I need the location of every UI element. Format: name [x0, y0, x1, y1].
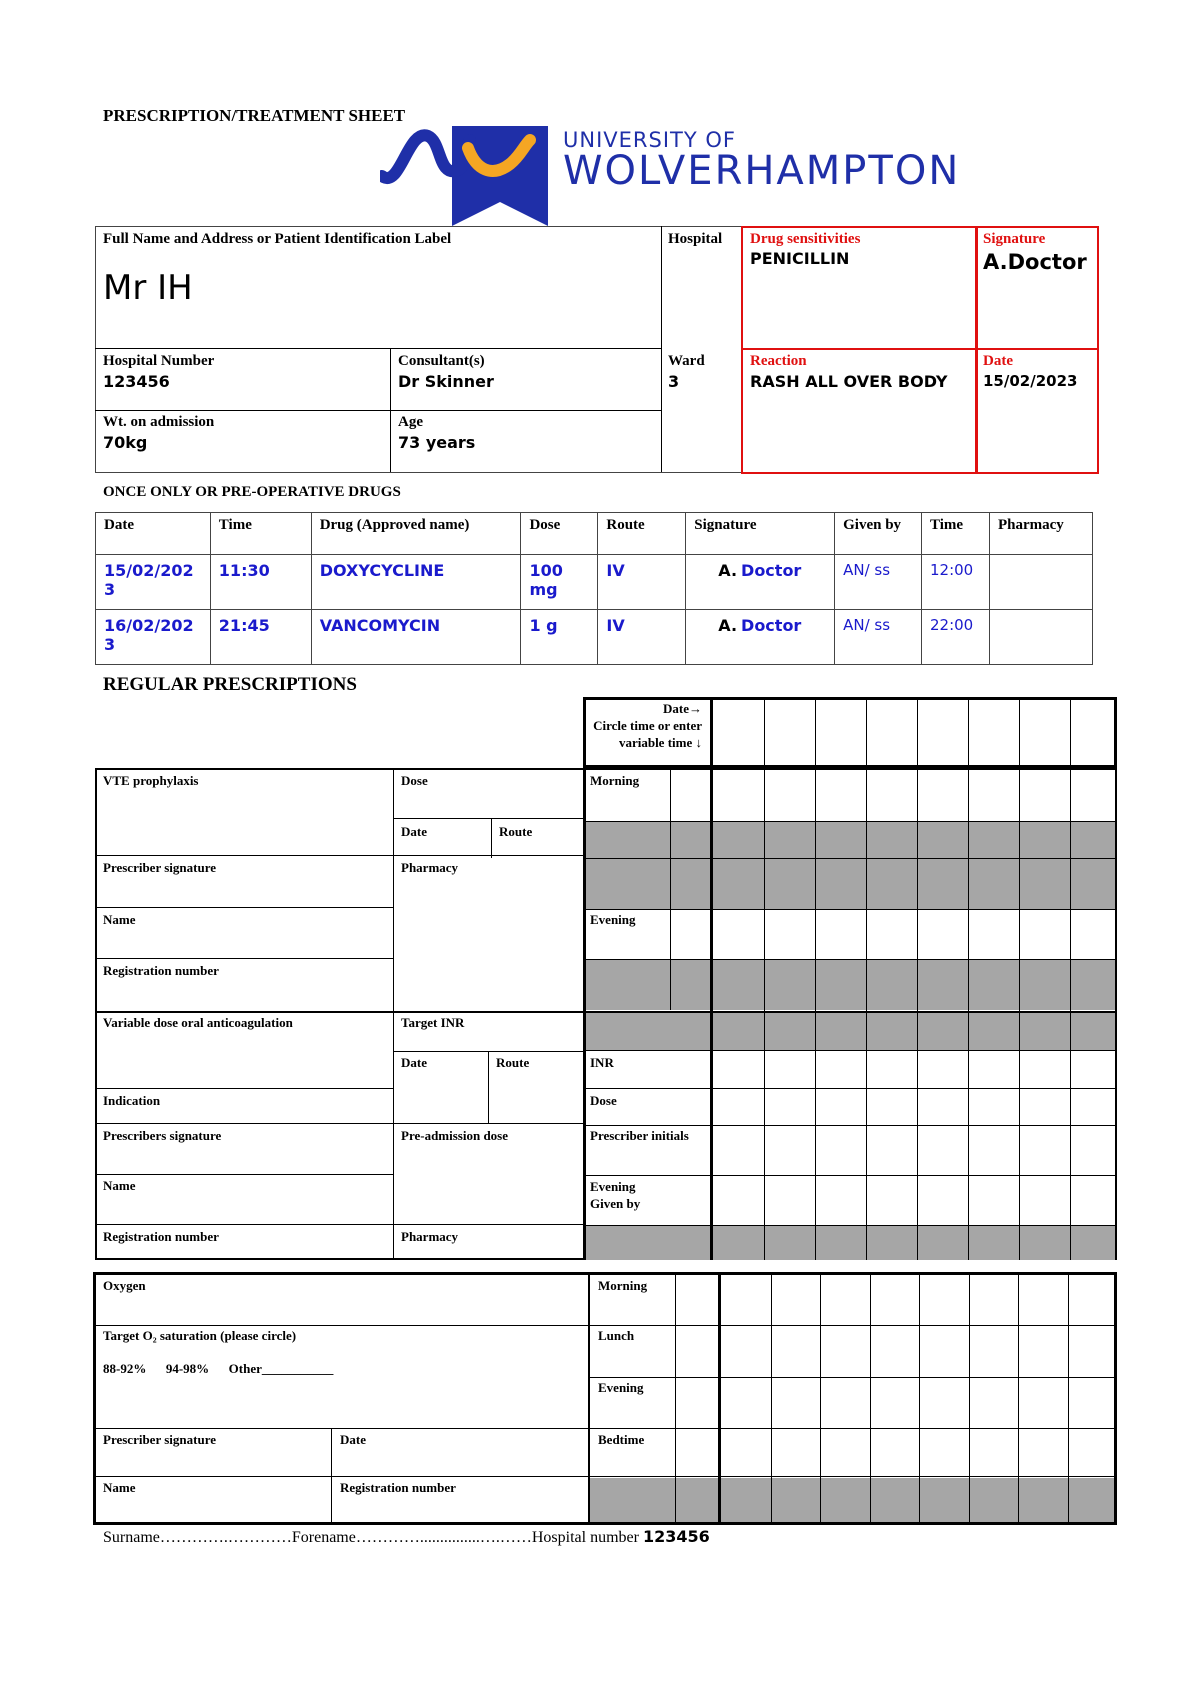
anticoag-name-label: Name	[103, 1178, 136, 1193]
patient-name: Mr IH	[103, 268, 193, 308]
reaction-label: Reaction	[750, 353, 807, 369]
row-given-by: AN/ ss	[835, 610, 922, 665]
consultant-label: Consultant(s)	[398, 353, 485, 369]
drug-sensitivities-label: Drug sensitivities	[750, 231, 861, 247]
once-only-header-row	[96, 513, 1093, 555]
col-given-by: Given by	[835, 513, 922, 555]
university-logo	[380, 118, 580, 226]
table-row	[96, 610, 1093, 665]
oxygen-registration-label: Registration number	[340, 1480, 456, 1495]
row-time: 21:45	[210, 610, 311, 665]
row-time: 11:30	[210, 555, 311, 610]
vte-route-label: Route	[499, 824, 533, 839]
once-only-table	[95, 512, 1093, 665]
indication-label: Indication	[103, 1093, 161, 1108]
row-given-by: AN/ ss	[835, 555, 922, 610]
logo-emblem-icon	[380, 118, 580, 226]
logo-text-top: UNIVERSITY OF	[563, 128, 736, 152]
footer	[103, 1527, 710, 1547]
anticoag-route-label: Route	[496, 1055, 530, 1070]
row-route: IV	[598, 610, 686, 665]
col-route: Route	[598, 513, 686, 555]
oxygen-lunch-label: Lunch	[598, 1328, 635, 1343]
col-time2: Time	[922, 513, 990, 555]
row-signature: A. Doctor	[686, 555, 835, 610]
anticoag-label: Variable dose oral anticoagulation	[103, 1015, 293, 1030]
table-row	[96, 555, 1093, 610]
date-header: Date→ Circle time or enter variable time ↓	[593, 701, 702, 750]
row-drug: VANCOMYCIN	[311, 610, 521, 665]
row-drug: DOXYCYCLINE	[311, 555, 521, 610]
row-time2: 12:00	[922, 555, 990, 610]
sensitivity-date-label: Date	[983, 353, 1013, 369]
col-pharmacy: Pharmacy	[989, 513, 1092, 555]
col-drug: Drug (Approved name)	[311, 513, 521, 555]
col-date: Date	[96, 513, 211, 555]
once-only-title: ONCE ONLY OR PRE-OPERATIVE DRUGS	[103, 484, 401, 500]
drug-sensitivity: PENICILLIN	[750, 249, 850, 268]
day-column-divider	[1068, 1272, 1069, 1525]
day-column-divider	[969, 1272, 970, 1525]
vte-evening-label: Evening	[590, 912, 636, 927]
inr-label: INR	[590, 1055, 614, 1070]
anticoag-date-label: Date	[401, 1055, 427, 1070]
age-label: Age	[398, 414, 423, 430]
row-route: IV	[598, 555, 686, 610]
patient-name-label: Full Name and Address or Patient Identification Label	[103, 231, 452, 247]
oxygen-prescriber-signature-label: Prescriber signature	[103, 1432, 217, 1447]
row-dose: 1 g	[521, 610, 598, 665]
hospital-label: Hospital	[668, 231, 723, 247]
ward-label: Ward	[668, 353, 705, 369]
weight: 70kg	[103, 433, 148, 452]
vte-dose-label: Dose	[401, 773, 428, 788]
footer-text: Surname………….…………Forename…………...............….……Hospital number	[103, 1529, 639, 1546]
row-date: 15/02/2023	[96, 555, 211, 610]
vte-registration-label: Registration number	[103, 963, 219, 978]
day-column-divider	[771, 1272, 772, 1525]
row-pharmacy	[989, 555, 1092, 610]
day-column-divider	[870, 1272, 871, 1525]
o2-saturation-options[interactable]: 88-92% 94-98% Other___________	[103, 1361, 334, 1376]
col-time: Time	[210, 513, 311, 555]
oxygen-name-label: Name	[103, 1480, 136, 1495]
sensitivity-signature-label: Signature	[983, 231, 1046, 247]
sensitivity-date: 15/02/2023	[983, 372, 1078, 390]
consultant: Dr Skinner	[398, 372, 494, 391]
vte-label: VTE prophylaxis	[103, 773, 199, 788]
hospital-number: 123456	[103, 372, 170, 391]
col-signature: Signature	[686, 513, 835, 555]
sensitivity-signature: A.Doctor	[983, 250, 1087, 274]
inr-dose-label: Dose	[590, 1093, 617, 1108]
oxygen-evening-label: Evening	[598, 1380, 644, 1395]
logo-text-main: WOLVERHAMPTON	[563, 148, 961, 194]
oxygen-date-label: Date	[340, 1432, 366, 1447]
col-dose: Dose	[521, 513, 598, 555]
pre-admission-dose-label: Pre-admission dose	[401, 1128, 509, 1143]
vte-name-label: Name	[103, 912, 136, 927]
page-title: PRESCRIPTION/TREATMENT SHEET	[103, 106, 406, 125]
footer-hospital-number: 123456	[642, 1527, 710, 1546]
day-column-divider	[820, 1272, 821, 1525]
day-column-divider	[919, 1272, 920, 1525]
prescriber-initials-label: Prescriber initials	[590, 1128, 689, 1143]
ward: 3	[668, 372, 680, 391]
target-inr-label: Target INR	[401, 1015, 465, 1030]
vte-pharmacy-label: Pharmacy	[401, 860, 459, 875]
regular-title: REGULAR PRESCRIPTIONS	[103, 674, 357, 695]
row-dose: 100 mg	[521, 555, 598, 610]
anticoag-registration-label: Registration number	[103, 1229, 219, 1244]
evening-given-by-label: Evening Given by	[590, 1179, 641, 1211]
oxygen-label: Oxygen	[103, 1278, 146, 1293]
hospital-number-label: Hospital Number	[103, 353, 215, 369]
oxygen-morning-label: Morning	[598, 1278, 648, 1293]
reaction: RASH ALL OVER BODY	[750, 372, 948, 391]
weight-label: Wt. on admission	[103, 414, 215, 430]
vte-morning-label: Morning	[590, 773, 640, 788]
anticoag-pharmacy-label: Pharmacy	[401, 1229, 459, 1244]
vte-date-label: Date	[401, 824, 427, 839]
prescribers-signature-label: Prescribers signature	[103, 1128, 222, 1143]
target-o2-label: Target O₂ saturation (please circle)	[103, 1328, 297, 1343]
day-column-divider	[1018, 1272, 1019, 1525]
row-date: 16/02/2023	[96, 610, 211, 665]
age: 73 years	[398, 433, 476, 452]
vte-prescriber-signature-label: Prescriber signature	[103, 860, 217, 875]
row-signature: A. Doctor	[686, 610, 835, 665]
row-time2: 22:00	[922, 610, 990, 665]
oxygen-bedtime-label: Bedtime	[598, 1432, 645, 1447]
row-pharmacy	[989, 610, 1092, 665]
